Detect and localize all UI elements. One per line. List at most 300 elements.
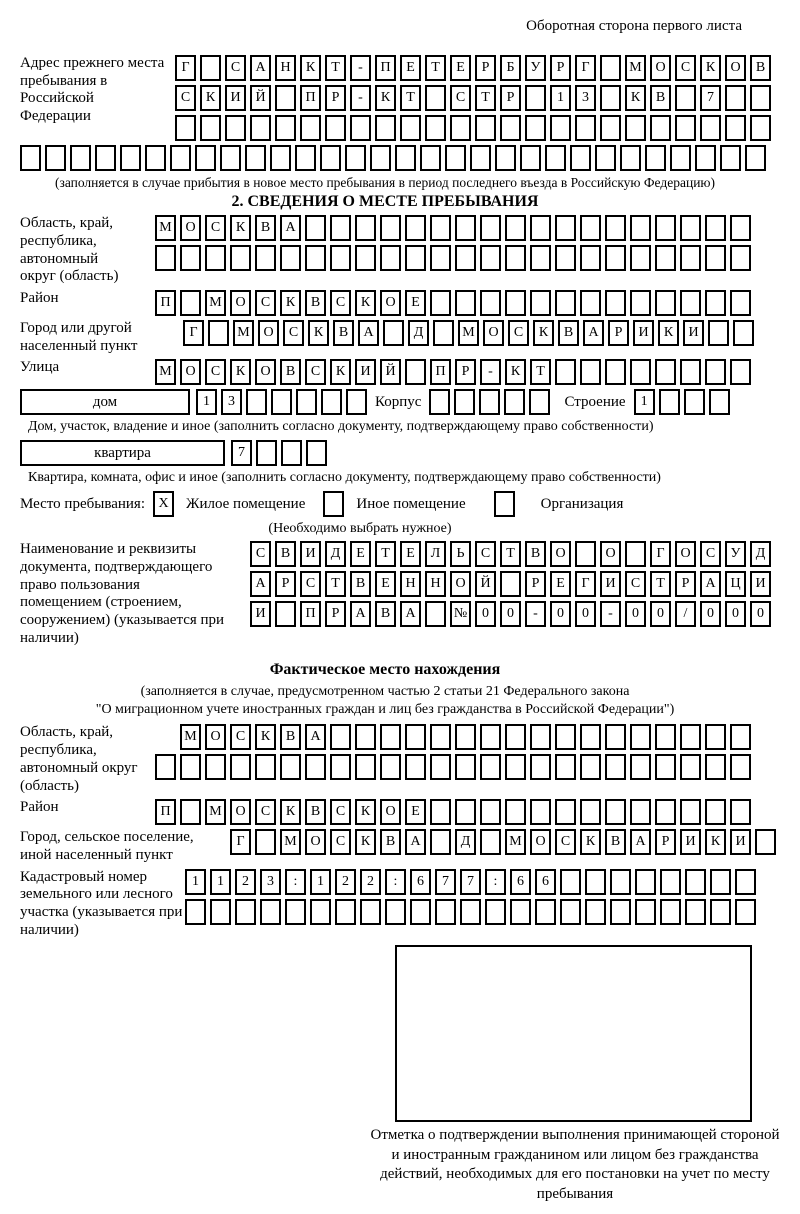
char-cell[interactable] <box>504 389 525 415</box>
char-cell[interactable] <box>585 869 606 895</box>
char-cell[interactable]: Т <box>530 359 551 385</box>
char-cell[interactable] <box>155 754 176 780</box>
char-cell[interactable]: Т <box>325 55 346 81</box>
char-cell[interactable]: К <box>658 320 679 346</box>
char-cell[interactable]: 2 <box>360 869 381 895</box>
char-cell[interactable]: М <box>505 829 526 855</box>
char-cell[interactable] <box>510 899 531 925</box>
char-cell[interactable]: О <box>650 55 671 81</box>
char-cell[interactable] <box>530 754 551 780</box>
char-cell[interactable]: Д <box>455 829 476 855</box>
char-cell[interactable]: : <box>385 869 406 895</box>
char-cell[interactable]: К <box>705 829 726 855</box>
char-cell[interactable] <box>185 899 206 925</box>
char-cell[interactable]: К <box>375 85 396 111</box>
char-cell[interactable] <box>605 724 626 750</box>
char-cell[interactable]: Г <box>650 541 671 567</box>
char-cell[interactable] <box>605 290 626 316</box>
char-cell[interactable]: М <box>155 215 176 241</box>
char-cell[interactable] <box>275 601 296 627</box>
char-cell[interactable]: 7 <box>700 85 721 111</box>
char-cell[interactable]: И <box>680 829 701 855</box>
char-cell[interactable]: И <box>730 829 751 855</box>
char-cell[interactable] <box>680 754 701 780</box>
char-cell[interactable]: 1 <box>185 869 206 895</box>
char-cell[interactable] <box>430 829 451 855</box>
char-cell[interactable] <box>705 799 726 825</box>
char-cell[interactable] <box>500 571 521 597</box>
char-cell[interactable] <box>235 899 256 925</box>
char-cell[interactable] <box>555 754 576 780</box>
char-cell[interactable] <box>650 115 671 141</box>
char-cell[interactable] <box>680 799 701 825</box>
char-cell[interactable]: Р <box>608 320 629 346</box>
char-cell[interactable]: К <box>533 320 554 346</box>
char-cell[interactable] <box>145 145 166 171</box>
char-cell[interactable] <box>605 799 626 825</box>
char-cell[interactable] <box>575 115 596 141</box>
char-cell[interactable]: Е <box>400 541 421 567</box>
char-cell[interactable]: 1 <box>196 389 217 415</box>
char-cell[interactable]: О <box>205 724 226 750</box>
char-cell[interactable] <box>655 754 676 780</box>
char-cell[interactable] <box>655 245 676 271</box>
char-cell[interactable] <box>95 145 116 171</box>
char-cell[interactable]: К <box>700 55 721 81</box>
char-cell[interactable] <box>630 359 651 385</box>
char-cell[interactable] <box>275 115 296 141</box>
char-cell[interactable]: В <box>525 541 546 567</box>
char-cell[interactable] <box>335 899 356 925</box>
char-cell[interactable] <box>420 145 441 171</box>
char-cell[interactable]: И <box>250 601 271 627</box>
stay-type-checkbox-organization[interactable] <box>494 491 515 517</box>
char-cell[interactable]: А <box>405 829 426 855</box>
char-cell[interactable]: С <box>675 55 696 81</box>
char-cell[interactable] <box>270 145 291 171</box>
char-cell[interactable]: М <box>180 724 201 750</box>
char-cell[interactable]: Г <box>575 55 596 81</box>
char-cell[interactable] <box>605 359 626 385</box>
char-cell[interactable]: И <box>750 571 771 597</box>
char-cell[interactable] <box>435 899 456 925</box>
char-cell[interactable]: А <box>583 320 604 346</box>
char-cell[interactable] <box>455 215 476 241</box>
char-cell[interactable] <box>720 145 741 171</box>
char-cell[interactable]: С <box>450 85 471 111</box>
char-cell[interactable] <box>733 320 754 346</box>
char-cell[interactable] <box>635 869 656 895</box>
char-cell[interactable]: 2 <box>335 869 356 895</box>
char-cell[interactable] <box>429 389 450 415</box>
char-cell[interactable] <box>585 899 606 925</box>
char-cell[interactable]: К <box>505 359 526 385</box>
char-cell[interactable]: 0 <box>475 601 496 627</box>
char-cell[interactable]: С <box>255 799 276 825</box>
char-cell[interactable]: 0 <box>700 601 721 627</box>
char-cell[interactable] <box>684 389 705 415</box>
char-cell[interactable]: И <box>225 85 246 111</box>
char-cell[interactable] <box>708 320 729 346</box>
char-cell[interactable] <box>530 245 551 271</box>
char-cell[interactable] <box>208 320 229 346</box>
char-cell[interactable]: О <box>380 290 401 316</box>
char-cell[interactable]: И <box>633 320 654 346</box>
char-cell[interactable] <box>755 829 776 855</box>
char-cell[interactable] <box>705 724 726 750</box>
char-cell[interactable]: В <box>280 724 301 750</box>
char-cell[interactable]: В <box>350 571 371 597</box>
char-cell[interactable]: В <box>558 320 579 346</box>
char-cell[interactable] <box>405 245 426 271</box>
char-cell[interactable] <box>330 754 351 780</box>
stay-type-checkbox-other-premises[interactable] <box>323 491 344 517</box>
char-cell[interactable] <box>730 245 751 271</box>
char-cell[interactable] <box>285 899 306 925</box>
char-cell[interactable]: Г <box>230 829 251 855</box>
char-cell[interactable] <box>730 359 751 385</box>
char-cell[interactable] <box>530 799 551 825</box>
char-cell[interactable] <box>480 245 501 271</box>
char-cell[interactable] <box>475 115 496 141</box>
char-cell[interactable] <box>450 115 471 141</box>
char-cell[interactable]: А <box>250 55 271 81</box>
char-cell[interactable]: Ь <box>450 541 471 567</box>
char-cell[interactable] <box>575 541 596 567</box>
char-cell[interactable]: К <box>355 829 376 855</box>
char-cell[interactable] <box>530 290 551 316</box>
char-cell[interactable]: 7 <box>460 869 481 895</box>
char-cell[interactable] <box>550 115 571 141</box>
char-cell[interactable]: 0 <box>625 601 646 627</box>
char-cell[interactable] <box>195 145 216 171</box>
char-cell[interactable]: В <box>380 829 401 855</box>
char-cell[interactable]: Л <box>425 541 446 567</box>
char-cell[interactable] <box>410 899 431 925</box>
char-cell[interactable]: Р <box>325 85 346 111</box>
char-cell[interactable] <box>505 799 526 825</box>
char-cell[interactable] <box>205 754 226 780</box>
char-cell[interactable] <box>750 115 771 141</box>
char-cell[interactable] <box>425 115 446 141</box>
char-cell[interactable]: Т <box>475 85 496 111</box>
char-cell[interactable]: В <box>375 601 396 627</box>
char-cell[interactable]: У <box>725 541 746 567</box>
char-cell[interactable] <box>180 799 201 825</box>
char-cell[interactable]: В <box>305 799 326 825</box>
char-cell[interactable]: В <box>280 359 301 385</box>
char-cell[interactable] <box>20 145 41 171</box>
char-cell[interactable]: Т <box>425 55 446 81</box>
char-cell[interactable]: 0 <box>500 601 521 627</box>
char-cell[interactable]: А <box>280 215 301 241</box>
char-cell[interactable] <box>525 85 546 111</box>
char-cell[interactable] <box>455 754 476 780</box>
char-cell[interactable]: М <box>205 290 226 316</box>
char-cell[interactable]: Г <box>175 55 196 81</box>
char-cell[interactable] <box>560 899 581 925</box>
char-cell[interactable]: Й <box>380 359 401 385</box>
char-cell[interactable] <box>520 145 541 171</box>
char-cell[interactable] <box>485 899 506 925</box>
char-cell[interactable]: К <box>280 290 301 316</box>
char-cell[interactable]: - <box>350 55 371 81</box>
char-cell[interactable] <box>595 145 616 171</box>
char-cell[interactable] <box>306 440 327 466</box>
char-cell[interactable] <box>530 724 551 750</box>
char-cell[interactable] <box>405 359 426 385</box>
char-cell[interactable] <box>225 115 246 141</box>
char-cell[interactable] <box>630 215 651 241</box>
char-cell[interactable] <box>70 145 91 171</box>
char-cell[interactable]: П <box>300 85 321 111</box>
char-cell[interactable] <box>480 724 501 750</box>
char-cell[interactable]: А <box>250 571 271 597</box>
char-cell[interactable]: Р <box>550 55 571 81</box>
char-cell[interactable]: И <box>355 359 376 385</box>
char-cell[interactable] <box>281 440 302 466</box>
char-cell[interactable]: А <box>358 320 379 346</box>
char-cell[interactable] <box>355 245 376 271</box>
char-cell[interactable]: О <box>180 215 201 241</box>
char-cell[interactable] <box>425 85 446 111</box>
char-cell[interactable]: С <box>175 85 196 111</box>
char-cell[interactable] <box>120 145 141 171</box>
char-cell[interactable]: О <box>255 359 276 385</box>
char-cell[interactable]: О <box>230 799 251 825</box>
char-cell[interactable] <box>255 754 276 780</box>
char-cell[interactable] <box>580 359 601 385</box>
char-cell[interactable]: 0 <box>725 601 746 627</box>
char-cell[interactable] <box>695 145 716 171</box>
char-cell[interactable]: С <box>475 541 496 567</box>
char-cell[interactable] <box>675 85 696 111</box>
char-cell[interactable] <box>180 245 201 271</box>
char-cell[interactable]: Р <box>675 571 696 597</box>
char-cell[interactable]: О <box>600 541 621 567</box>
char-cell[interactable]: П <box>300 601 321 627</box>
char-cell[interactable] <box>200 55 221 81</box>
char-cell[interactable] <box>175 115 196 141</box>
char-cell[interactable]: Е <box>405 799 426 825</box>
char-cell[interactable]: Г <box>575 571 596 597</box>
char-cell[interactable] <box>675 115 696 141</box>
char-cell[interactable] <box>455 799 476 825</box>
char-cell[interactable] <box>745 145 766 171</box>
char-cell[interactable] <box>555 359 576 385</box>
char-cell[interactable] <box>250 115 271 141</box>
char-cell[interactable]: Р <box>455 359 476 385</box>
char-cell[interactable]: Т <box>400 85 421 111</box>
char-cell[interactable]: С <box>330 829 351 855</box>
char-cell[interactable]: 7 <box>435 869 456 895</box>
char-cell[interactable]: Г <box>183 320 204 346</box>
char-cell[interactable]: 0 <box>575 601 596 627</box>
char-cell[interactable] <box>400 115 421 141</box>
char-cell[interactable]: Е <box>375 571 396 597</box>
char-cell[interactable] <box>685 899 706 925</box>
char-cell[interactable]: С <box>225 55 246 81</box>
char-cell[interactable]: С <box>205 215 226 241</box>
char-cell[interactable]: С <box>330 290 351 316</box>
char-cell[interactable]: Т <box>325 571 346 597</box>
char-cell[interactable] <box>655 799 676 825</box>
char-cell[interactable] <box>630 724 651 750</box>
char-cell[interactable] <box>255 245 276 271</box>
char-cell[interactable]: С <box>508 320 529 346</box>
char-cell[interactable]: 0 <box>750 601 771 627</box>
char-cell[interactable] <box>405 724 426 750</box>
char-cell[interactable]: С <box>230 724 251 750</box>
char-cell[interactable]: Р <box>500 85 521 111</box>
char-cell[interactable]: Н <box>400 571 421 597</box>
char-cell[interactable] <box>685 869 706 895</box>
char-cell[interactable] <box>555 245 576 271</box>
char-cell[interactable] <box>580 724 601 750</box>
char-cell[interactable] <box>280 245 301 271</box>
char-cell[interactable] <box>355 724 376 750</box>
char-cell[interactable] <box>680 245 701 271</box>
char-cell[interactable] <box>460 899 481 925</box>
char-cell[interactable] <box>346 389 367 415</box>
char-cell[interactable]: 7 <box>231 440 252 466</box>
char-cell[interactable] <box>230 245 251 271</box>
char-cell[interactable] <box>645 145 666 171</box>
char-cell[interactable]: П <box>375 55 396 81</box>
char-cell[interactable] <box>330 245 351 271</box>
char-cell[interactable]: С <box>625 571 646 597</box>
char-cell[interactable] <box>256 440 277 466</box>
char-cell[interactable] <box>600 115 621 141</box>
char-cell[interactable] <box>433 320 454 346</box>
char-cell[interactable]: С <box>283 320 304 346</box>
char-cell[interactable]: 2 <box>235 869 256 895</box>
char-cell[interactable] <box>705 215 726 241</box>
char-cell[interactable] <box>705 754 726 780</box>
char-cell[interactable]: 1 <box>634 389 655 415</box>
char-cell[interactable] <box>445 145 466 171</box>
char-cell[interactable] <box>730 799 751 825</box>
char-cell[interactable]: Р <box>655 829 676 855</box>
char-cell[interactable] <box>380 754 401 780</box>
char-cell[interactable] <box>560 869 581 895</box>
char-cell[interactable]: М <box>625 55 646 81</box>
char-cell[interactable] <box>480 290 501 316</box>
char-cell[interactable]: 6 <box>510 869 531 895</box>
char-cell[interactable] <box>655 724 676 750</box>
char-cell[interactable] <box>155 245 176 271</box>
char-cell[interactable]: Е <box>350 541 371 567</box>
char-cell[interactable]: Н <box>425 571 446 597</box>
char-cell[interactable] <box>535 899 556 925</box>
char-cell[interactable] <box>570 145 591 171</box>
char-cell[interactable] <box>260 899 281 925</box>
char-cell[interactable]: И <box>600 571 621 597</box>
char-cell[interactable] <box>709 389 730 415</box>
char-cell[interactable] <box>580 799 601 825</box>
char-cell[interactable] <box>730 724 751 750</box>
char-cell[interactable]: К <box>625 85 646 111</box>
char-cell[interactable] <box>680 724 701 750</box>
char-cell[interactable]: О <box>530 829 551 855</box>
char-cell[interactable] <box>730 290 751 316</box>
char-cell[interactable] <box>380 245 401 271</box>
char-cell[interactable] <box>750 85 771 111</box>
char-cell[interactable]: С <box>700 541 721 567</box>
char-cell[interactable] <box>230 754 251 780</box>
char-cell[interactable]: А <box>630 829 651 855</box>
char-cell[interactable] <box>470 145 491 171</box>
char-cell[interactable]: О <box>725 55 746 81</box>
char-cell[interactable]: : <box>485 869 506 895</box>
char-cell[interactable] <box>659 389 680 415</box>
char-cell[interactable]: О <box>230 290 251 316</box>
char-cell[interactable] <box>479 389 500 415</box>
char-cell[interactable]: К <box>300 55 321 81</box>
char-cell[interactable] <box>600 55 621 81</box>
char-cell[interactable] <box>580 290 601 316</box>
char-cell[interactable]: 6 <box>535 869 556 895</box>
char-cell[interactable] <box>360 899 381 925</box>
char-cell[interactable]: П <box>430 359 451 385</box>
char-cell[interactable] <box>710 869 731 895</box>
char-cell[interactable]: Ц <box>725 571 746 597</box>
char-cell[interactable]: А <box>305 724 326 750</box>
char-cell[interactable]: О <box>380 799 401 825</box>
char-cell[interactable]: 1 <box>550 85 571 111</box>
char-cell[interactable] <box>555 724 576 750</box>
char-cell[interactable]: Р <box>525 571 546 597</box>
char-cell[interactable] <box>505 245 526 271</box>
char-cell[interactable]: В <box>605 829 626 855</box>
char-cell[interactable]: 1 <box>210 869 231 895</box>
char-cell[interactable]: Е <box>405 290 426 316</box>
char-cell[interactable] <box>555 290 576 316</box>
char-cell[interactable] <box>220 145 241 171</box>
char-cell[interactable] <box>383 320 404 346</box>
char-cell[interactable] <box>295 145 316 171</box>
char-cell[interactable]: М <box>233 320 254 346</box>
char-cell[interactable] <box>605 754 626 780</box>
char-cell[interactable] <box>305 754 326 780</box>
char-cell[interactable]: Й <box>250 85 271 111</box>
char-cell[interactable] <box>505 215 526 241</box>
char-cell[interactable]: Е <box>450 55 471 81</box>
char-cell[interactable]: Т <box>650 571 671 597</box>
char-cell[interactable]: К <box>355 290 376 316</box>
char-cell[interactable]: К <box>280 799 301 825</box>
char-cell[interactable]: 3 <box>575 85 596 111</box>
char-cell[interactable] <box>610 869 631 895</box>
char-cell[interactable]: - <box>350 85 371 111</box>
char-cell[interactable]: К <box>230 359 251 385</box>
char-cell[interactable]: В <box>305 290 326 316</box>
char-cell[interactable] <box>321 389 342 415</box>
char-cell[interactable] <box>505 290 526 316</box>
char-cell[interactable]: Д <box>750 541 771 567</box>
char-cell[interactable]: Т <box>500 541 521 567</box>
char-cell[interactable]: 1 <box>310 869 331 895</box>
char-cell[interactable] <box>480 754 501 780</box>
char-cell[interactable]: К <box>330 359 351 385</box>
char-cell[interactable] <box>345 145 366 171</box>
char-cell[interactable] <box>680 215 701 241</box>
char-cell[interactable] <box>355 754 376 780</box>
char-cell[interactable] <box>305 215 326 241</box>
char-cell[interactable] <box>385 899 406 925</box>
char-cell[interactable] <box>600 85 621 111</box>
char-cell[interactable]: С <box>305 359 326 385</box>
